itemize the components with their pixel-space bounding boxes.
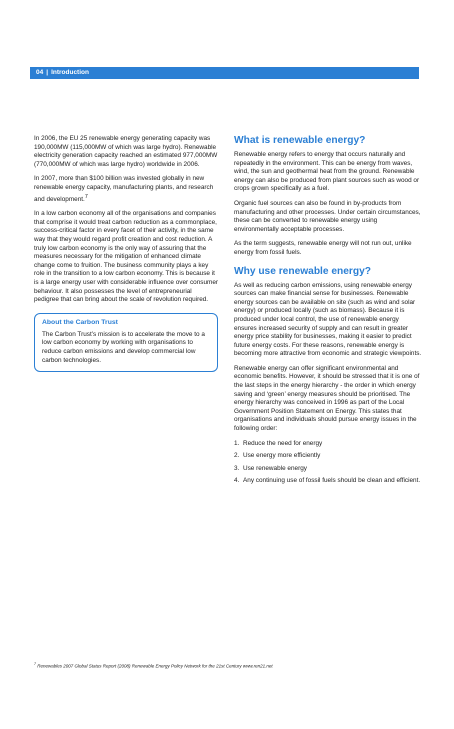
right-column xyxy=(234,135,422,490)
list-text: Use renewable energy xyxy=(243,464,307,472)
list-text: Use energy more efficiently xyxy=(243,452,321,460)
footnote-marker: 7 xyxy=(34,662,36,666)
energy-hierarchy-list xyxy=(234,440,422,486)
investment-text: In 2007, more than $100 billion was invested globally in new renewable energy capacity, manufacturing plants, and research and development. xyxy=(34,175,214,203)
paragraph-low-carbon-economy: In a low carbon economy all of the organisations and companies that comprise it would treat carbon reduction as a commonplace, success-critical factor in every facet of their activity, in the same way that they would regard profit creation and cost reduction. A truly low carbon economy is the only way of assuring that the measures necessary for the mitigation of enhanced climate change come to fruition. The business community plays a key role in the transition to a low carbon economy. This is because it is a large energy user with considerable influence over consumer behaviour. It also possesses the level of entrepreneurial pedigree that can bring about the scale of revolution required. xyxy=(34,210,219,304)
heading-why-use-renewable: Why use renewable energy? xyxy=(234,265,372,277)
callout-title: About the Carbon Trust xyxy=(42,318,118,326)
section-header-label xyxy=(36,67,89,79)
list-number: 4. xyxy=(234,477,240,485)
heading-what-is-renewable: What is renewable energy? xyxy=(234,135,366,146)
paragraph-investment xyxy=(34,175,218,204)
footnote-text: Renewables 2007 Global Status Report (2008) Renewable Energy Policy Network for the 21st Century www.ren21.net xyxy=(37,663,273,669)
list-item xyxy=(234,440,422,449)
list-text: Any continuing use of fossil fuels should be clean and efficient. xyxy=(243,477,421,485)
list-number: 2. xyxy=(234,452,240,460)
list-item xyxy=(234,452,422,461)
section-title: Introduction xyxy=(51,69,89,76)
list-text: Reduce the need for energy xyxy=(243,439,323,447)
list-number: 1. xyxy=(234,439,240,447)
left-column xyxy=(34,135,218,372)
list-number: 3. xyxy=(234,464,240,472)
footnote-ref: 7 xyxy=(84,193,88,200)
paragraph-energy-hierarchy: Renewable energy can offer significant environmental and economic benefits. However, it should be stressed that it is one of the last steps in the energy hierarchy - the order in which energy saving and ‘green’ energy measures should be prioritised. The energy hierarchy was conceived in 1996 as part of the Local Government Position Statement on Energy. This states that organisations and individuals should pursue energy issues in the following order: xyxy=(234,364,420,433)
page-number: 04 xyxy=(36,69,44,76)
paragraph-eu-capacity: In 2006, the EU 25 renewable energy generating capacity was 190,000MW (115,000MW of which was large hydro). Renewable electricity generation capacity reached an estimated 977,000MW (770,000MW of which was large hydro) worldwide in 2006. xyxy=(34,135,218,168)
header-separator: | xyxy=(46,69,49,76)
paragraph-organic-sources: Organic fuel sources can also be found in by-products from manufacturing and other processes. Under certain circumstances, these can be converted to renewable energy using environmentally acceptable processes. xyxy=(234,199,421,233)
list-item xyxy=(234,465,422,474)
callout-text: The Carbon Trust’s mission is to accelerate the move to a low carbon economy by working with organisations to reduce carbon emissions and develop commercial low carbon technologies. xyxy=(42,330,205,364)
carbon-trust-callout xyxy=(34,313,218,372)
paragraph-definition: Renewable energy refers to energy that occurs naturally and repeatedly in the environment. This can be energy from waves, wind, the sun and geothermal heat from the ground. Renewable energy can also be produced from plant sources such as wood or crops grown specifically as a fuel. xyxy=(234,151,420,193)
paragraph-financial-sense: As well as reducing carbon emissions, using renewable energy sources can make financial sense for businesses. Renewable energy sources can be available on site (such as wind and solar energy) or produced locally (such as biomass). Because it is produced under local control, the use of renewable energy ensures increased security of supply and can result in greater energy price stability for businesses, making it easier to predict future energy costs. For these reasons, renewable energy is becoming more attractive from economic and strategic viewpoints. xyxy=(234,281,422,358)
footnote xyxy=(34,661,424,670)
section-header-bar xyxy=(30,67,419,79)
paragraph-will-not-run-out: As the term suggests, renewable energy will not run out, unlike energy from fossil fuels. xyxy=(234,240,412,256)
list-item xyxy=(234,477,422,486)
